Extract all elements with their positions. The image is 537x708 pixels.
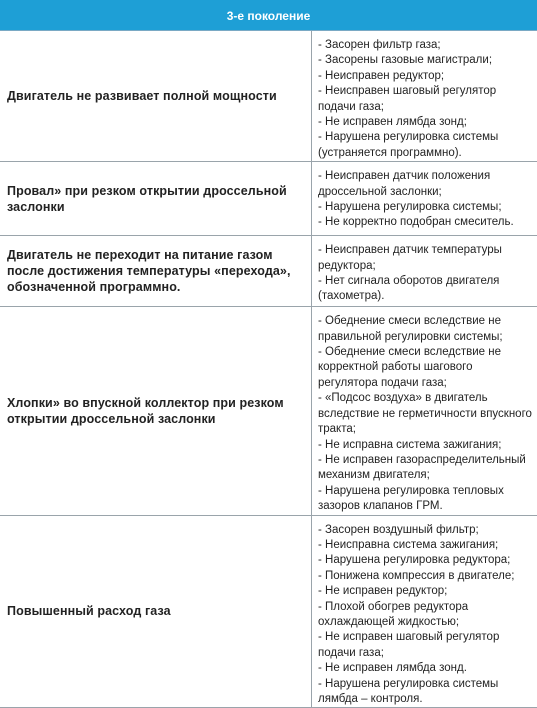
causes-cell	[312, 31, 537, 162]
table-row	[0, 31, 537, 162]
cause-line: - Не исправен шаговый регулятор	[318, 630, 533, 645]
problem-text: Двигатель не переходит на питание газом после достижения температуры «перехода», обозначенной программно.	[7, 247, 305, 295]
cause-line: - Не исправен редуктор;	[318, 584, 533, 599]
cause-line: дроссельной заслонки;	[318, 185, 533, 200]
cause-line: - Неисправен датчик температуры	[318, 243, 533, 258]
cause-line: подачи газа;	[318, 646, 533, 661]
causes-cell	[312, 162, 537, 236]
cause-line: - Неисправен редуктор;	[318, 69, 533, 84]
cause-line: - «Подсос воздуха» в двигатель	[318, 391, 533, 406]
cause-line: (устраняется программно).	[318, 146, 533, 161]
cause-line: вследствие не герметичности впускного	[318, 407, 533, 422]
cause-line: - Не исправна система зажигания;	[318, 438, 533, 453]
cause-line: - Неисправен датчик положения	[318, 169, 533, 184]
cause-line: - Плохой обогрев редуктора	[318, 600, 533, 615]
problem-cell	[0, 307, 312, 515]
problem-text: Провал» при резком открытии дроссельной заслонки	[7, 183, 305, 215]
cause-line: подачи газа;	[318, 100, 533, 115]
problem-cell	[0, 31, 312, 162]
cause-line: - Нарушена регулировка редуктора;	[318, 553, 533, 568]
cause-line: регулятора подачи газа;	[318, 376, 533, 391]
cause-line: - Не исправен лямбда зонд.	[318, 661, 533, 676]
cause-line: - Засорен воздушный фильтр;	[318, 523, 533, 538]
problem-cell	[0, 236, 312, 307]
cause-line: (тахометра).	[318, 289, 533, 304]
cause-line: - Засорен фильтр газа;	[318, 38, 533, 53]
cause-line: - Нарушена регулировка системы	[318, 130, 533, 145]
table-row	[0, 515, 537, 708]
table-row	[0, 307, 537, 515]
cause-line: - Засорены газовые магистрали;	[318, 53, 533, 68]
cause-line: - Нарушена регулировка системы;	[318, 200, 533, 215]
problem-text: Хлопки» во впускной коллектор при резком открытии дроссельной заслонки	[7, 395, 305, 427]
cause-line: охлаждающей жидкостью;	[318, 615, 533, 630]
cause-line: - Не корректно подобран смеситель.	[318, 215, 533, 230]
cause-line: правильной регулировки системы;	[318, 330, 533, 345]
problem-cell	[0, 162, 312, 236]
cause-line: - Не исправен лямбда зонд;	[318, 115, 533, 130]
cause-line: - Обеднение смеси вследствие не	[318, 314, 533, 329]
cause-line: - Неисправен шаговый регулятор	[318, 84, 533, 99]
problem-text: Повышенный расход газа	[7, 603, 305, 619]
problem-text: Двигатель не развивает полной мощности	[7, 88, 305, 104]
causes-cell	[312, 515, 537, 708]
troubleshooting-table	[0, 31, 537, 708]
cause-line: - Нарушена регулировка системы	[318, 677, 533, 692]
cause-line: механизм двигателя;	[318, 468, 533, 483]
cause-line: - Неисправна система зажигания;	[318, 538, 533, 553]
cause-line: редуктора;	[318, 259, 533, 274]
cause-line: корректной работы шагового	[318, 360, 533, 375]
cause-line: - Нарушена регулировка тепловых	[318, 484, 533, 499]
table-row	[0, 162, 537, 236]
table-row	[0, 236, 537, 307]
cause-line: - Понижена компрессия в двигателе;	[318, 569, 533, 584]
cause-line: тракта;	[318, 422, 533, 437]
cause-line: зазоров клапанов ГРМ.	[318, 499, 533, 514]
cause-line: - Не исправен газораспределительный	[318, 453, 533, 468]
causes-cell	[312, 307, 537, 515]
cause-line: - Нет сигнала оборотов двигателя	[318, 274, 533, 289]
table-header-title: 3-е поколение	[227, 9, 311, 23]
cause-line: лямбда – контроля.	[318, 692, 533, 707]
cause-line: - Обеднение смеси вследствие не	[318, 345, 533, 360]
causes-cell	[312, 236, 537, 307]
problem-cell	[0, 515, 312, 708]
table-header	[0, 0, 537, 31]
